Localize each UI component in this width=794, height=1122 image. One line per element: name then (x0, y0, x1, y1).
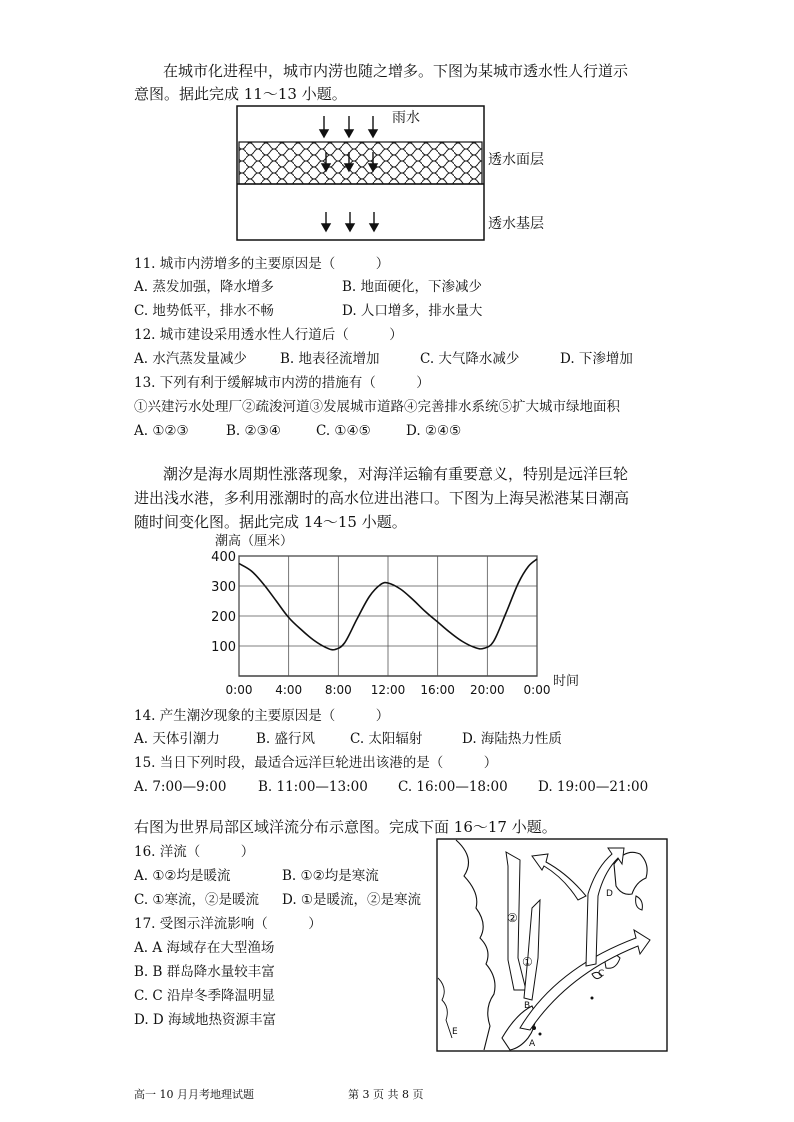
current-1-label: ① (522, 955, 533, 969)
chart-x-ticks (226, 683, 551, 697)
region-e-label: E (452, 1027, 458, 1037)
permeable-surface-layer (239, 142, 482, 184)
q13-items: ①兴建污水处理厂②疏浚河道③发展城市道路④完善排水系统⑤扩大城市绿地面积 (134, 399, 620, 415)
region-a-label: A (529, 1039, 536, 1049)
q16-option-b: B. ①②均是寒流 (282, 868, 379, 884)
q17-option-c: C. C 沿岸冬季降温明显 (134, 988, 276, 1004)
q14-option-d: D. 海陆热力性质 (462, 731, 562, 747)
region-b-label: B (524, 1001, 531, 1011)
q16-option-a: A. ①②均是暖流 (134, 868, 231, 884)
footer-page-number: 第 3 页 共 8 页 (348, 1088, 424, 1101)
q13-option-c: C. ①④⑤ (316, 423, 371, 439)
q15-option-c: C. 16:00—18:00 (398, 779, 508, 795)
chart-y-ticks (211, 550, 236, 655)
q16-option-c: C. ①寒流，②是暖流 (134, 892, 260, 908)
q13-option-b: B. ②③④ (226, 423, 281, 439)
chart-x-tick-label: 16:00 (420, 683, 455, 697)
surface-layer-label: 透水面层 (488, 152, 544, 168)
pavement-diagram (230, 104, 560, 244)
chart-x-tick-label: 0:00 (225, 683, 253, 697)
q11-option-a: A. 蒸发加强，降水增多 (134, 279, 274, 295)
q11-option-d: D. 人口增多，排水量大 (342, 303, 483, 319)
tide-height-chart (205, 530, 595, 700)
chart-y-tick-label: 200 (211, 610, 236, 625)
current-2-label: ② (507, 911, 518, 925)
footer-exam-title: 高一 10 月月考地理试题 (134, 1088, 254, 1101)
chart-x-tick-label: 8:00 (324, 683, 352, 697)
q12-option-a: A. 水汽蒸发量减少 (134, 351, 247, 367)
region-c-label: C (598, 969, 605, 979)
q14-option-a: A. 天体引潮力 (134, 731, 220, 747)
q15-option-d: D. 19:00—21:00 (538, 779, 649, 795)
q12-option-c: C. 大气降水减少 (420, 351, 520, 367)
q15-option-a: A. 7:00—9:00 (134, 779, 227, 795)
chart-y-tick-label: 400 (211, 550, 236, 565)
q11-option-b: B. 地面硬化，下渗减少 (342, 279, 483, 295)
q11-option-c: C. 地势低平，排水不畅 (134, 303, 274, 319)
q14-stem: 14. 产生潮汐现象的主要原因是（ ） (134, 708, 390, 724)
chart-y-tick-label: 100 (211, 640, 236, 655)
q17-option-d: D. D 海域地热资源丰富 (134, 1012, 277, 1028)
q14-option-c: C. 太阳辐射 (350, 731, 423, 747)
q11-stem: 11. 城市内涝增多的主要原因是（ ） (134, 256, 390, 272)
chart-x-tick-label: 12:00 (370, 683, 406, 697)
chart-x-tick-label: 20:00 (470, 683, 505, 697)
q12-option-d: D. 下渗增加 (560, 351, 633, 367)
q14-option-b: B. 盛行风 (256, 731, 316, 747)
intro-11-13-line1: 在城市化进程中，城市内涝也随之增多。下图为某城市透水性人行道示 (163, 62, 629, 80)
q17-option-a: A. A 海域存在大型渔场 (134, 940, 275, 956)
intro-11-13-line2: 意图。据此完成 11～13 小题。 (134, 85, 347, 103)
intro-14-15-line2: 进出浅水港，多利用涨潮时的高水位进出港口。下图为上海吴淞港某日潮高 (134, 489, 630, 507)
chart-y-axis-label: 潮高（厘米） (215, 534, 294, 549)
q17-option-b: B. B 群岛降水量较丰富 (134, 964, 275, 980)
chart-x-tick-label: 0:00 (523, 683, 551, 697)
ocean-current-map (436, 838, 668, 1052)
intro-16-17: 右图为世界局部区域洋流分布示意图。完成下面 16～17 小题。 (134, 818, 557, 836)
q16-option-d: D. ①是暖流，②是寒流 (282, 892, 422, 908)
base-layer-label: 透水基层 (488, 216, 544, 232)
q15-option-b: B. 11:00—13:00 (258, 779, 368, 795)
q12-option-b: B. 地表径流增加 (280, 351, 380, 367)
chart-grid (239, 556, 537, 676)
chart-x-axis-label: 时间 (553, 674, 580, 689)
region-d-label: D (606, 889, 613, 899)
q13-option-a: A. ①②③ (134, 423, 189, 439)
intro-14-15-line1: 潮汐是海水周期性涨落现象，对海洋运输有重要意义，特别是远洋巨轮 (163, 465, 629, 483)
chart-y-tick-label: 300 (211, 580, 236, 595)
q12-stem: 12. 城市建设采用透水性人行道后（ ） (134, 327, 403, 343)
q13-stem: 13. 下列有利于缓解城市内涝的措施有（ ） (134, 375, 430, 391)
rain-label: 雨水 (392, 110, 420, 126)
q15-stem: 15. 当日下列时段，最适合远洋巨轮进出该港的是（ ） (134, 755, 498, 771)
q17-stem: 17. 受图示洋流影响（ ） (134, 916, 322, 932)
chart-x-tick-label: 4:00 (275, 683, 303, 697)
q13-option-d: D. ②④⑤ (406, 423, 462, 439)
intro-14-15-line3: 随时间变化图。据此完成 14～15 小题。 (134, 513, 407, 531)
q16-stem: 16. 洋流（ ） (134, 844, 255, 860)
